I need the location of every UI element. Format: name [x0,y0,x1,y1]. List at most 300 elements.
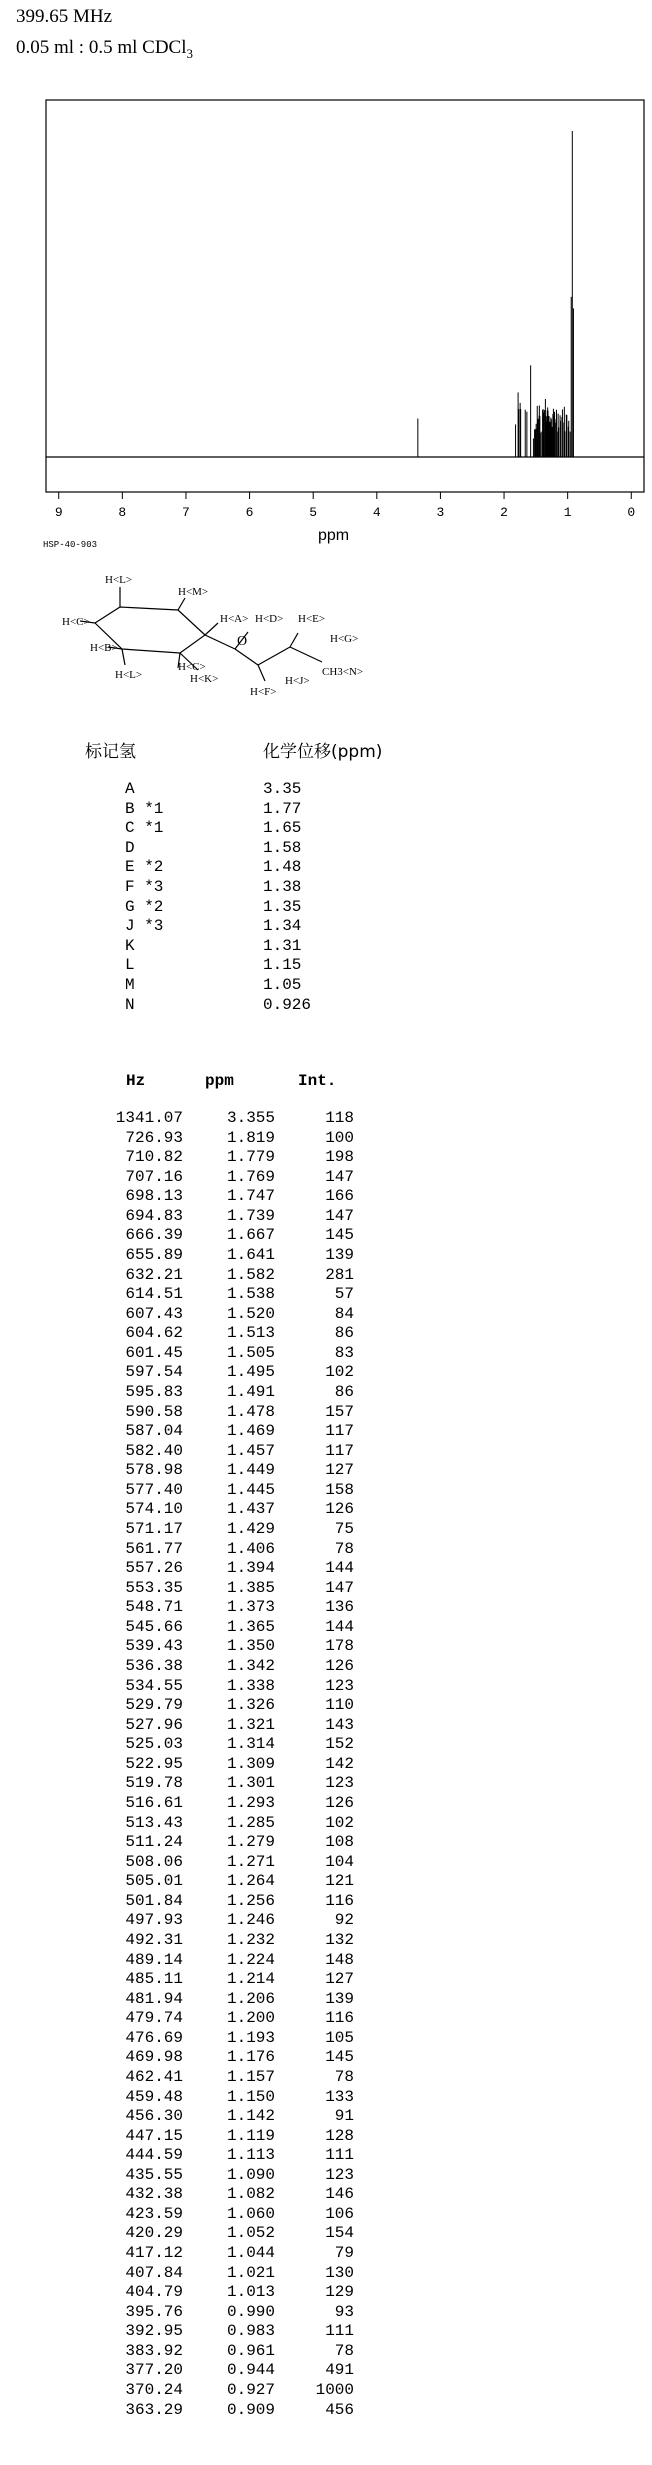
peak-ppm: 1.224 [226,1950,275,1969]
peak-row [0,1872,652,1892]
peak-row [0,1109,652,1129]
peak-hz: 508.06 [125,1852,183,1871]
assignment-row [125,996,311,1016]
x-tick-label: 6 [245,505,254,520]
peak-intensity: 178 [325,1637,354,1656]
peak-ppm: 1.769 [226,1167,275,1186]
peak-intensity: 142 [325,1754,354,1773]
peak-ppm: 1.021 [226,2263,275,2282]
peak-row [0,2322,652,2342]
peak-ppm: 1.739 [226,1206,275,1225]
mol-label-oxygen: O [237,634,248,649]
assignment-label: J *3 [125,917,164,936]
peak-row [0,1618,652,1638]
peak-hz: 519.78 [125,1774,183,1793]
peak-intensity: 133 [325,2087,354,2106]
peak-hz: 1341.07 [115,1109,183,1127]
peak-row [0,2029,652,2049]
peak-intensity: 129 [325,2283,354,2302]
peak-intensity: 154 [325,2224,354,2243]
peak-intensity: 111 [325,2322,354,2341]
peak-ppm: 1.264 [226,1872,275,1891]
mol-label-hj: H<J> [285,675,310,687]
peak-row [0,1363,652,1383]
peak-row [0,2244,652,2264]
peak-hz: 513.43 [125,1813,183,1832]
peak-intensity: 130 [325,2263,354,2282]
peak-hz: 578.98 [125,1461,183,1480]
peak-row [0,2361,652,2381]
peak-row [0,1951,652,1971]
peak-hz: 497.93 [125,1911,183,1930]
peak-row [0,1990,652,2010]
peak-row [0,2127,652,2147]
peak-hz: 597.54 [125,1363,183,1382]
molecule-structure [60,565,420,710]
x-tick-label: 4 [372,505,381,520]
peak-hz: 377.20 [125,2361,183,2380]
peak-hz: 423.59 [125,2204,183,2223]
peak-row [0,1931,652,1951]
assignment-row [125,878,311,898]
peak-row [0,1755,652,1775]
peak-intensity: 143 [325,1715,354,1734]
peak-row [0,2205,652,2225]
assignment-row [125,956,311,976]
peak-intensity: 132 [325,1930,354,1949]
peak-ppm: 0.961 [226,2341,275,2360]
peak-row [0,1422,652,1442]
peak-intensity: 158 [325,1480,354,1499]
peak-ppm: 1.309 [226,1754,275,1773]
peak-ppm: 1.206 [226,1989,275,2008]
peak-ppm: 1.429 [226,1519,275,1538]
nmr-spectrum-chart [0,0,652,530]
mol-label-hc-left: H<C> [62,616,90,628]
peak-ppm: 1.157 [226,2067,275,2086]
peak-hz: 632.21 [125,1265,183,1284]
assignment-row [125,839,311,859]
mol-label-ch3: CH3<N> [322,666,364,678]
peak-intensity: 147 [325,1206,354,1225]
peak-intensity: 93 [334,2302,354,2321]
peak-intensity: 147 [325,1578,354,1597]
x-axis-ticks [55,492,635,520]
peak-hz: 604.62 [125,1324,183,1343]
assignment-table [125,780,311,1015]
peak-ppm: 0.944 [226,2361,275,2380]
peak-row [0,2264,652,2284]
peak-hz: 459.48 [125,2087,183,2106]
peak-hz: 536.38 [125,1656,183,1675]
assignment-label: L [125,956,135,975]
peak-intensity: 92 [334,1911,354,1930]
peak-intensity: 148 [325,1950,354,1969]
peak-ppm: 1.445 [226,1480,275,1499]
peak-ppm: 1.406 [226,1539,275,1558]
peak-row [0,2068,652,2088]
assignment-header-label: 标记氢 [85,742,136,762]
peak-hz: 571.17 [125,1519,183,1538]
assignment-label: F *3 [125,877,164,896]
peak-row [0,1500,652,1520]
peak-row [0,1266,652,1286]
peak-ppm: 1.044 [226,2244,275,2263]
peak-intensity: 123 [325,2165,354,2184]
peak-ppm: 1.505 [226,1343,275,1362]
assignment-label: G *2 [125,897,164,916]
peak-ppm: 1.449 [226,1461,275,1480]
assignment-shift: 1.77 [263,799,302,818]
peak-intensity: 127 [325,1970,354,1989]
peak-ppm: 1.495 [226,1363,275,1382]
peak-intensity: 126 [325,1656,354,1675]
assignment-row [125,937,311,957]
peak-hz: 577.40 [125,1480,183,1499]
peak-ppm: 1.779 [226,1148,275,1167]
peak-intensity: 108 [325,1833,354,1852]
peak-ppm: 1.326 [226,1696,275,1715]
peak-row [0,1911,652,1931]
peak-hz: 370.24 [125,2381,183,2400]
mol-label-hd: H<D> [255,613,284,625]
peak-row [0,1481,652,1501]
peak-hz: 404.79 [125,2283,183,2302]
peak-hz: 435.55 [125,2165,183,2184]
peak-hz: 522.95 [125,1754,183,1773]
peak-hz: 574.10 [125,1500,183,1519]
peak-ppm: 1.457 [226,1441,275,1460]
peak-row [0,2146,652,2166]
peak-row [0,2342,652,2362]
peak-ppm: 1.819 [226,1128,275,1147]
peak-hz: 417.12 [125,2244,183,2263]
assignment-row [125,819,311,839]
peak-ppm: 1.373 [226,1598,275,1617]
peak-intensity: 57 [334,1285,354,1304]
assignment-shift: 0.926 [263,995,312,1014]
x-tick-label: 9 [54,505,63,520]
peak-ppm: 3.355 [226,1109,275,1127]
peak-ppm: 1.150 [226,2087,275,2106]
x-tick-label: 8 [118,505,127,520]
peak-hz: 392.95 [125,2322,183,2341]
assignment-shift: 1.58 [263,838,302,857]
spectrum-trace [46,131,644,457]
peak-row [0,1540,652,1560]
peak-row [0,2401,652,2421]
mol-label-he: H<E> [298,613,326,625]
peak-intensity: 127 [325,1461,354,1480]
x-tick-label: 2 [500,505,508,520]
peak-row [0,1833,652,1853]
peak-row [0,1461,652,1481]
peak-intensity: 128 [325,2126,354,2145]
assignment-row [125,976,311,996]
peak-row [0,2166,652,2186]
peak-ppm: 1.256 [226,1891,275,1910]
peak-intensity: 117 [325,1441,354,1460]
assignment-shift: 1.31 [263,936,302,955]
peak-row [0,1853,652,1873]
peak-hz: 587.04 [125,1422,183,1441]
peak-row [0,1129,652,1149]
peak-hz: 694.83 [125,1206,183,1225]
peak-hz: 561.77 [125,1539,183,1558]
peak-row [0,1559,652,1579]
peak-hz: 479.74 [125,2009,183,2028]
peak-ppm: 1.520 [226,1304,275,1323]
peak-ppm: 1.747 [226,1187,275,1206]
x-tick-label: 5 [309,505,318,520]
peak-intensity: 106 [325,2204,354,2223]
peak-intensity: 139 [325,1245,354,1264]
peak-ppm: 1.293 [226,1793,275,1812]
peak-ppm: 1.385 [226,1578,275,1597]
peak-ppm: 1.052 [226,2224,275,2243]
peak-intensity: 118 [325,1109,354,1127]
peak-ppm: 0.927 [226,2381,275,2400]
peak-intensity: 456 [325,2400,354,2419]
peak-hz: 548.71 [125,1598,183,1617]
peak-intensity: 116 [325,2009,354,2028]
peak-ppm: 1.285 [226,1813,275,1832]
assignment-row [125,917,311,937]
peak-intensity: 111 [325,2146,354,2165]
peak-intensity: 83 [334,1343,354,1362]
peak-ppm: 1.013 [226,2283,275,2302]
peak-row [0,1716,652,1736]
peak-intensity: 91 [334,2107,354,2126]
peak-ppm: 1.582 [226,1265,275,1284]
assignment-header-shift: 化学位移(ppm) [263,742,383,762]
peak-intensity: 78 [334,2067,354,2086]
assignment-label: N [125,995,135,1014]
peak-ppm: 1.176 [226,2048,275,2067]
assignment-label: B *1 [125,799,164,818]
peak-intensity: 110 [325,1696,354,1715]
mol-label-hc-ring: H<C> [178,661,206,673]
peak-hz: 539.43 [125,1637,183,1656]
peak-intensity: 166 [325,1187,354,1206]
assignment-shift: 1.35 [263,897,302,916]
peak-hz: 607.43 [125,1304,183,1323]
peak-ppm: 1.119 [226,2126,275,2145]
peak-ppm: 1.279 [226,1833,275,1852]
assignment-shift: 1.38 [263,877,302,896]
peak-ppm: 0.990 [226,2302,275,2321]
peak-intensity: 157 [325,1402,354,1421]
peak-hz: 476.69 [125,2028,183,2047]
assignment-label: C *1 [125,819,164,838]
peak-ppm: 1.513 [226,1324,275,1343]
peak-row [0,1677,652,1697]
peaks-header-ppm: ppm [205,1072,234,1090]
peak-row [0,1579,652,1599]
mol-label-hb: H<B> [90,642,118,654]
peak-row [0,1305,652,1325]
peak-hz: 534.55 [125,1676,183,1695]
peak-row [0,1324,652,1344]
peak-row [0,1442,652,1462]
peak-intensity: 145 [325,1226,354,1245]
peak-row [0,2009,652,2029]
peak-ppm: 0.983 [226,2322,275,2341]
peak-intensity: 116 [325,1891,354,1910]
peaks-header-int: Int. [298,1072,337,1090]
peak-row [0,1403,652,1423]
peak-intensity: 144 [325,1559,354,1578]
peak-ppm: 0.909 [226,2400,275,2419]
peak-row [0,1696,652,1716]
peak-hz: 407.84 [125,2263,183,2282]
spectrometer-frequency: 399.65 MHz [16,6,113,27]
assignment-label: M [125,975,135,994]
peak-ppm: 1.667 [226,1226,275,1245]
peak-row [0,1168,652,1188]
peak-intensity: 86 [334,1382,354,1401]
peak-intensity: 144 [325,1617,354,1636]
mol-label-ha: H<A> [220,613,249,625]
mol-label-hl-top: H<L> [105,574,133,586]
mol-label-hf: H<F> [250,686,277,698]
peak-row [0,2088,652,2108]
assignment-shift: 1.65 [263,819,302,838]
peak-row [0,2303,652,2323]
peak-ppm: 1.271 [226,1852,275,1871]
peak-intensity: 84 [334,1304,354,1323]
x-tick-label: 3 [436,505,445,520]
peak-ppm: 1.314 [226,1735,275,1754]
peak-hz: 529.79 [125,1696,183,1715]
peak-hz: 462.41 [125,2067,183,2086]
peak-row [0,1735,652,1755]
peak-ppm: 1.246 [226,1911,275,1930]
peak-intensity: 136 [325,1598,354,1617]
peak-row [0,1814,652,1834]
peak-ppm: 1.301 [226,1774,275,1793]
assignment-label: E *2 [125,858,164,877]
peak-row [0,1970,652,1990]
peak-intensity: 121 [325,1872,354,1891]
peak-hz: 595.83 [125,1382,183,1401]
peak-intensity: 281 [325,1265,354,1284]
peak-row [0,1246,652,1266]
peak-intensity: 139 [325,1989,354,2008]
peak-hz: 492.31 [125,1930,183,1949]
peak-hz: 525.03 [125,1735,183,1754]
peak-intensity: 1000 [315,2381,354,2400]
peak-hz: 707.16 [125,1167,183,1186]
assignment-shift: 1.34 [263,917,302,936]
peak-hz: 726.93 [125,1128,183,1147]
peak-row [0,1285,652,1305]
peak-ppm: 1.365 [226,1617,275,1636]
peak-ppm: 1.478 [226,1402,275,1421]
assignment-row [125,800,311,820]
peak-row [0,1657,652,1677]
peak-ppm: 1.437 [226,1500,275,1519]
peak-hz: 505.01 [125,1872,183,1891]
peak-hz: 545.66 [125,1617,183,1636]
peak-row [0,1520,652,1540]
peak-row [0,2048,652,2068]
peak-hz: 481.94 [125,1989,183,2008]
assignment-shift: 1.05 [263,975,302,994]
peak-ppm: 1.394 [226,1559,275,1578]
peak-hz: 511.24 [125,1833,183,1852]
assignment-shift: 1.48 [263,858,302,877]
peak-hz: 489.14 [125,1950,183,1969]
x-tick-label: 1 [563,505,572,520]
peak-intensity: 145 [325,2048,354,2067]
peak-row [0,1148,652,1168]
peak-intensity: 147 [325,1167,354,1186]
peak-hz: 698.13 [125,1187,183,1206]
peak-intensity: 78 [334,2341,354,2360]
peak-hz: 666.39 [125,1226,183,1245]
assignment-row [125,780,311,800]
peak-intensity: 75 [334,1519,354,1538]
peak-hz: 363.29 [125,2400,183,2419]
peak-row [0,2283,652,2303]
peak-hz: 420.29 [125,2224,183,2243]
peak-hz: 527.96 [125,1715,183,1734]
peak-hz: 501.84 [125,1891,183,1910]
peak-intensity: 198 [325,1148,354,1167]
peak-ppm: 1.214 [226,1970,275,1989]
peaks-header-hz: Hz [126,1072,146,1090]
peak-ppm: 1.113 [226,2146,275,2165]
sample-solvent: 0.05 ml : 0.5 ml CDCl$_3$ [16,37,193,61]
peak-ppm: 1.538 [226,1285,275,1304]
peak-ppm: 1.232 [226,1930,275,1949]
peak-intensity: 104 [325,1852,354,1871]
peak-intensity: 126 [325,1500,354,1519]
peak-hz: 655.89 [125,1245,183,1264]
peak-hz: 444.59 [125,2146,183,2165]
peak-intensity: 102 [325,1813,354,1832]
peak-intensity: 105 [325,2028,354,2047]
mol-label-hm: H<M> [178,586,209,598]
peak-hz: 614.51 [125,1285,183,1304]
assignment-shift: 1.15 [263,956,302,975]
peak-row [0,1187,652,1207]
peak-hz: 553.35 [125,1578,183,1597]
peak-row [0,1892,652,1912]
spectrum-code: HSP-40-903 [43,540,98,550]
peak-ppm: 1.193 [226,2028,275,2047]
x-axis-label: ppm [318,527,350,544]
peak-intensity: 126 [325,1793,354,1812]
peak-ppm: 1.082 [226,2185,275,2204]
x-tick-label: 0 [627,505,636,520]
peak-intensity: 152 [325,1735,354,1754]
peak-ppm: 1.142 [226,2107,275,2126]
peak-hz: 485.11 [125,1970,183,1989]
peak-ppm: 1.641 [226,1245,275,1264]
peak-intensity: 146 [325,2185,354,2204]
peak-hz: 582.40 [125,1441,183,1460]
peak-ppm: 1.090 [226,2165,275,2184]
peak-intensity: 123 [325,1676,354,1695]
peak-hz: 456.30 [125,2107,183,2126]
peak-hz: 447.15 [125,2126,183,2145]
peak-intensity: 100 [325,1128,354,1147]
peak-row [0,2185,652,2205]
peak-row [0,2107,652,2127]
peak-hz: 601.45 [125,1343,183,1362]
